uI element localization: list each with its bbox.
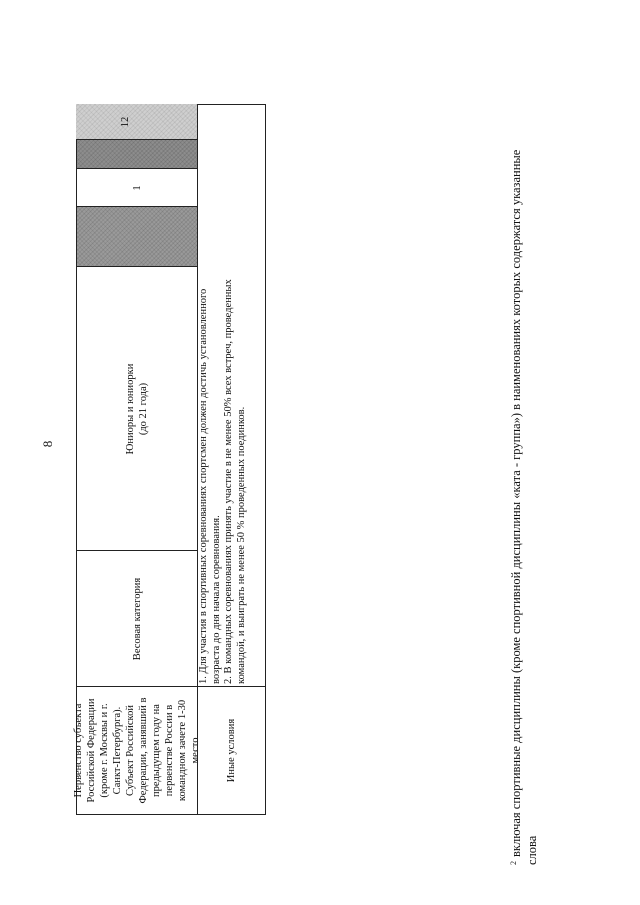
- other-conditions-label: Иные условия: [225, 718, 237, 783]
- footnote-text: включая спортивные дисциплины (кроме спортивной дисциплины «ката - группа») в наименованиях которых содержатся указанные слова: [509, 149, 539, 865]
- group-cell: Юниоры и юниорки (до 21 года): [125, 363, 149, 455]
- condition-line: 1. Для участия в спортивных соревнованиях спортсмен должен достичь установленного: [198, 288, 209, 684]
- table-divider: [77, 206, 197, 207]
- condition-line: возраста до дня начала соревнования.: [210, 515, 222, 684]
- requirements-table: [73, 104, 266, 815]
- table-divider: [77, 266, 197, 267]
- table-divider: [77, 168, 197, 169]
- value-cell-6-shade: [76, 104, 197, 140]
- category-cell: Весовая категория: [131, 577, 143, 661]
- conditions-cell: [197, 105, 265, 687]
- page-number: 8: [40, 440, 55, 448]
- value-cell-6: 12: [119, 116, 131, 128]
- competition-cell: Первенство субъекта Российской Федерации (кроме г. Москвы и г. Санкт-Петербурга). Субъект Российской Федерации, занявший в предыдущем году на первенстве России в командном зачете 1-30 место: [73, 697, 201, 804]
- value-cell-2: 1: [131, 185, 143, 191]
- footnote: [508, 145, 540, 865]
- table-divider: [77, 686, 265, 687]
- footnote-marker: 2: [509, 861, 518, 865]
- table-divider: [197, 105, 198, 814]
- table-divider: [77, 550, 197, 551]
- condition-line: 2. В командных соревнованиях принять участие в не менее 50% всех встреч, проведенных: [223, 279, 234, 684]
- condition-line: командой, и выиграть не менее 50 % проведенных поединков.: [235, 406, 247, 684]
- value-cell-1: [77, 207, 197, 267]
